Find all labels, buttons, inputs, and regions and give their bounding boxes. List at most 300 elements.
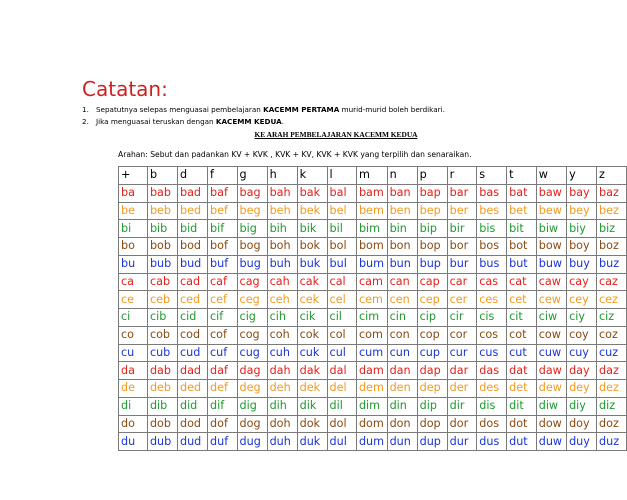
syllable-cell: cos (477, 326, 507, 344)
syllable-cell: bon (387, 238, 417, 256)
syllable-cell: day (567, 362, 597, 380)
syllable-cell: caw (536, 273, 566, 291)
syllable-cell: dad (177, 362, 207, 380)
syllable-cell: bus (477, 255, 507, 273)
syllable-cell: cuy (567, 344, 597, 362)
syllable-cell: cot (507, 326, 537, 344)
syllable-cell: ciz (597, 309, 627, 327)
syllable-cell: cug (237, 344, 267, 362)
syllable-cell: biz (597, 220, 627, 238)
syllable-cell: dub (147, 433, 177, 451)
syllable-cell: cof (208, 326, 238, 344)
syllable-row (119, 362, 627, 380)
syllable-cell: bow (536, 238, 566, 256)
syllable-cell: boy (567, 238, 597, 256)
consonant-header-cell: s (477, 167, 507, 185)
base-syllable-cell: be (119, 202, 148, 220)
syllable-cell: dog (237, 415, 267, 433)
syllable-row (119, 415, 627, 433)
syllable-cell: caz (597, 273, 627, 291)
syllable-cell: dar (447, 362, 477, 380)
syllable-cell: cid (177, 309, 207, 327)
syllable-cell: dum (356, 433, 387, 451)
syllable-cell: bih (267, 220, 297, 238)
syllable-cell: dik (297, 397, 327, 415)
syllable-cell: bib (147, 220, 177, 238)
syllable-cell: cuk (297, 344, 327, 362)
syllable-cell: duy (567, 433, 597, 451)
base-syllable-cell: co (119, 326, 148, 344)
note-text-end: murid-murid boleh berdikari. (339, 105, 445, 114)
syllable-cell: dew (536, 380, 566, 398)
syllable-cell: der (447, 380, 477, 398)
syllable-cell: coh (267, 326, 297, 344)
syllable-cell: bek (297, 202, 327, 220)
syllable-cell: bas (477, 184, 507, 202)
syllable-cell: buw (536, 255, 566, 273)
syllable-cell: beh (267, 202, 297, 220)
note-item (82, 104, 445, 116)
syllable-cell: dal (327, 362, 356, 380)
consonant-header-cell: k (297, 167, 327, 185)
syllable-row (119, 220, 627, 238)
syllable-cell: diy (567, 397, 597, 415)
syllable-cell: ded (177, 380, 207, 398)
syllable-cell: cup (417, 344, 447, 362)
syllable-cell: bew (536, 202, 566, 220)
syllable-cell: bid (177, 220, 207, 238)
syllable-cell: dof (208, 415, 238, 433)
syllable-cell: dak (297, 362, 327, 380)
syllable-cell: cum (356, 344, 387, 362)
syllable-cell: buh (267, 255, 297, 273)
syllable-cell: bif (208, 220, 238, 238)
syllable-cell: cuw (536, 344, 566, 362)
syllable-cell: bub (147, 255, 177, 273)
syllable-cell: cog (237, 326, 267, 344)
syllable-cell: coz (597, 326, 627, 344)
syllable-cell: dez (597, 380, 627, 398)
syllable-cell: dut (507, 433, 537, 451)
syllable-row (119, 255, 627, 273)
syllable-cell: dir (447, 397, 477, 415)
syllable-row (119, 380, 627, 398)
base-syllable-cell: bu (119, 255, 148, 273)
syllable-cell: dip (417, 397, 447, 415)
syllable-cell: dow (536, 415, 566, 433)
syllable-cell: cis (477, 309, 507, 327)
syllable-cell: cop (417, 326, 447, 344)
syllable-cell: cod (177, 326, 207, 344)
syllable-cell: bar (447, 184, 477, 202)
syllable-cell: bof (208, 238, 238, 256)
syllable-cell: diw (536, 397, 566, 415)
syllable-cell: dey (567, 380, 597, 398)
base-syllable-cell: cu (119, 344, 148, 362)
consonant-header-cell: n (387, 167, 417, 185)
syllable-cell: cah (267, 273, 297, 291)
syllable-cell: bem (356, 202, 387, 220)
syllable-cell: duz (597, 433, 627, 451)
syllable-cell: cet (507, 291, 537, 309)
syllable-cell: cas (477, 273, 507, 291)
syllable-cell: bik (297, 220, 327, 238)
syllable-cell: cab (147, 273, 177, 291)
syllable-cell: ciy (567, 309, 597, 327)
syllable-row (119, 326, 627, 344)
syllable-cell: cub (147, 344, 177, 362)
syllable-cell: bes (477, 202, 507, 220)
syllable-row (119, 309, 627, 327)
syllable-cell: cek (297, 291, 327, 309)
syllable-row (119, 344, 627, 362)
plus-cell: + (119, 167, 148, 185)
syllable-cell: deh (267, 380, 297, 398)
syllable-cell: cuf (208, 344, 238, 362)
syllable-cell: bis (477, 220, 507, 238)
syllable-cell: cus (477, 344, 507, 362)
syllable-cell: cib (147, 309, 177, 327)
syllable-cell: ced (177, 291, 207, 309)
syllable-cell: bal (327, 184, 356, 202)
syllable-cell: don (387, 415, 417, 433)
syllable-cell: def (208, 380, 238, 398)
base-syllable-cell: ca (119, 273, 148, 291)
syllable-cell: doz (597, 415, 627, 433)
syllable-cell: dit (507, 397, 537, 415)
syllable-row (119, 202, 627, 220)
syllable-cell: bul (327, 255, 356, 273)
consonant-header-cell: p (417, 167, 447, 185)
syllable-cell: bel (327, 202, 356, 220)
syllable-cell: bay (567, 184, 597, 202)
syllable-cell: beg (237, 202, 267, 220)
syllable-cell: cun (387, 344, 417, 362)
syllable-cell: cig (237, 309, 267, 327)
base-syllable-cell: ba (119, 184, 148, 202)
syllable-cell: daz (597, 362, 627, 380)
syllable-cell: bep (417, 202, 447, 220)
syllable-cell: dus (477, 433, 507, 451)
syllable-cell: cif (208, 309, 238, 327)
syllable-cell: dot (507, 415, 537, 433)
syllable-cell: but (507, 255, 537, 273)
syllable-cell: das (477, 362, 507, 380)
syllable-cell: dod (177, 415, 207, 433)
syllable-cell: bot (507, 238, 537, 256)
syllable-cell: dob (147, 415, 177, 433)
syllable-cell: cad (177, 273, 207, 291)
consonant-header-cell: y (567, 167, 597, 185)
syllable-cell: bak (297, 184, 327, 202)
syllable-cell: dup (417, 433, 447, 451)
syllable-cell: deg (237, 380, 267, 398)
syllable-cell: ceh (267, 291, 297, 309)
syllable-row (119, 273, 627, 291)
note-number: 2. (82, 117, 89, 126)
syllable-cell: duk (297, 433, 327, 451)
syllable-cell: cef (208, 291, 238, 309)
syllable-cell: dil (327, 397, 356, 415)
consonant-header-cell: r (447, 167, 477, 185)
syllable-cell: cuz (597, 344, 627, 362)
syllable-cell: din (387, 397, 417, 415)
syllable-cell: col (327, 326, 356, 344)
syllable-cell: cak (297, 273, 327, 291)
syllable-cell: cel (327, 291, 356, 309)
consonant-header-cell: t (507, 167, 537, 185)
syllable-cell: cim (356, 309, 387, 327)
syllable-cell: dom (356, 415, 387, 433)
syllable-cell: cil (327, 309, 356, 327)
syllable-cell: car (447, 273, 477, 291)
base-syllable-cell: ce (119, 291, 148, 309)
syllable-cell: bum (356, 255, 387, 273)
syllable-cell: cow (536, 326, 566, 344)
syllable-row (119, 238, 627, 256)
syllable-cell: cob (147, 326, 177, 344)
syllable-cell: ban (387, 184, 417, 202)
note-text-end: . (281, 117, 284, 126)
syllable-cell: cem (356, 291, 387, 309)
syllable-cell: bip (417, 220, 447, 238)
syllable-cell: dap (417, 362, 447, 380)
syllable-cell: bed (177, 202, 207, 220)
syllable-cell: cip (417, 309, 447, 327)
syllable-cell: bom (356, 238, 387, 256)
syllable-cell: duw (536, 433, 566, 451)
note-emphasis: KACEMM PERTAMA (263, 105, 340, 114)
syllable-cell: diz (597, 397, 627, 415)
syllable-cell: boh (267, 238, 297, 256)
consonant-header-cell: h (267, 167, 297, 185)
syllable-cell: cud (177, 344, 207, 362)
syllable-cell: cew (536, 291, 566, 309)
syllable-cell: cut (507, 344, 537, 362)
notes-list (82, 104, 445, 128)
syllable-cell: cap (417, 273, 447, 291)
syllable-cell: bey (567, 202, 597, 220)
syllable-cell: cul (327, 344, 356, 362)
syllable-table (118, 166, 627, 451)
note-item (82, 116, 445, 128)
base-syllable-cell: do (119, 415, 148, 433)
syllable-cell: bug (237, 255, 267, 273)
note-text: Sepatutnya selepas menguasai pembelajaran (96, 105, 264, 114)
syllable-cell: cer (447, 291, 477, 309)
syllable-cell: bur (447, 255, 477, 273)
syllable-cell: caf (208, 273, 238, 291)
syllable-cell: dek (297, 380, 327, 398)
syllable-cell: cam (356, 273, 387, 291)
syllable-cell: baw (536, 184, 566, 202)
syllable-cell: ciw (536, 309, 566, 327)
syllable-cell: cat (507, 273, 537, 291)
syllable-cell: baf (208, 184, 238, 202)
consonant-header-cell: m (356, 167, 387, 185)
syllable-cell: bap (417, 184, 447, 202)
syllable-cell: bob (147, 238, 177, 256)
syllable-cell: cen (387, 291, 417, 309)
consonant-header-cell: f (208, 167, 238, 185)
page-title: Catatan: (82, 77, 168, 101)
syllable-cell: did (177, 397, 207, 415)
syllable-cell: cih (267, 309, 297, 327)
note-emphasis: KACEMM KEDUA (215, 117, 282, 126)
syllable-cell: bir (447, 220, 477, 238)
consonant-header-cell: l (327, 167, 356, 185)
syllable-cell: cit (507, 309, 537, 327)
syllable-cell: biy (567, 220, 597, 238)
syllable-row (119, 397, 627, 415)
syllable-cell: bun (387, 255, 417, 273)
syllable-cell: dan (387, 362, 417, 380)
syllable-cell: bit (507, 220, 537, 238)
base-syllable-cell: di (119, 397, 148, 415)
syllable-cell: dol (327, 415, 356, 433)
syllable-cell: ceb (147, 291, 177, 309)
syllable-cell: dur (447, 433, 477, 451)
syllable-cell: dig (237, 397, 267, 415)
syllable-cell: bet (507, 202, 537, 220)
syllable-cell: bat (507, 184, 537, 202)
syllable-cell: dud (177, 433, 207, 451)
syllable-cell: cin (387, 309, 417, 327)
syllable-cell: del (327, 380, 356, 398)
syllable-cell: bez (597, 202, 627, 220)
syllable-cell: dep (417, 380, 447, 398)
syllable-cell: buk (297, 255, 327, 273)
syllable-cell: bab (147, 184, 177, 202)
base-syllable-cell: du (119, 433, 148, 451)
base-syllable-cell: bi (119, 220, 148, 238)
syllable-cell: bop (417, 238, 447, 256)
syllable-cell: dor (447, 415, 477, 433)
consonant-header-cell: w (536, 167, 566, 185)
header-row (119, 167, 627, 185)
syllable-cell: bog (237, 238, 267, 256)
syllable-cell: coy (567, 326, 597, 344)
syllable-cell: dem (356, 380, 387, 398)
syllable-cell: det (507, 380, 537, 398)
syllable-cell: bef (208, 202, 238, 220)
syllable-row (119, 433, 627, 451)
syllable-cell: big (237, 220, 267, 238)
syllable-cell: bah (267, 184, 297, 202)
syllable-cell: dam (356, 362, 387, 380)
syllable-cell: cor (447, 326, 477, 344)
syllable-cell: doy (567, 415, 597, 433)
syllable-cell: dop (417, 415, 447, 433)
syllable-cell: bim (356, 220, 387, 238)
syllable-cell: daw (536, 362, 566, 380)
syllable-row (119, 184, 627, 202)
syllable-cell: bag (237, 184, 267, 202)
syllable-cell: cuh (267, 344, 297, 362)
syllable-cell: cez (597, 291, 627, 309)
base-syllable-cell: bo (119, 238, 148, 256)
note-number: 1. (82, 105, 89, 114)
syllable-row (119, 291, 627, 309)
syllable-cell: bil (327, 220, 356, 238)
syllable-cell: dih (267, 397, 297, 415)
syllable-cell: dab (147, 362, 177, 380)
syllable-cell: ces (477, 291, 507, 309)
syllable-cell: cir (447, 309, 477, 327)
base-syllable-cell: de (119, 380, 148, 398)
note-text: Jika menguasai teruskan dengan (96, 117, 216, 126)
syllable-cell: daf (208, 362, 238, 380)
syllable-cell: dos (477, 415, 507, 433)
syllable-cell: bad (177, 184, 207, 202)
syllable-cell: den (387, 380, 417, 398)
syllable-cell: cag (237, 273, 267, 291)
syllable-cell: can (387, 273, 417, 291)
syllable-cell: baz (597, 184, 627, 202)
syllable-cell: doh (267, 415, 297, 433)
syllable-cell: dun (387, 433, 417, 451)
base-syllable-cell: ci (119, 309, 148, 327)
syllable-cell: dim (356, 397, 387, 415)
syllable-cell: buf (208, 255, 238, 273)
syllable-cell: duf (208, 433, 238, 451)
syllable-cell: buy (567, 255, 597, 273)
syllable-cell: ben (387, 202, 417, 220)
syllable-cell: deb (147, 380, 177, 398)
syllable-cell: bup (417, 255, 447, 273)
instruction-text: Arahan: Sebut dan padankan KV + KVK , KVK + KV, KVK + KVK yang terpilih dan senaraikan. (118, 150, 472, 159)
syllable-cell: bor (447, 238, 477, 256)
syllable-cell: bod (177, 238, 207, 256)
syllable-cell: con (387, 326, 417, 344)
syllable-cell: dag (237, 362, 267, 380)
consonant-header-cell: z (597, 167, 627, 185)
syllable-cell: dok (297, 415, 327, 433)
syllable-cell: bok (297, 238, 327, 256)
syllable-cell: ceg (237, 291, 267, 309)
syllable-cell: biw (536, 220, 566, 238)
syllable-cell: bam (356, 184, 387, 202)
syllable-cell: ber (447, 202, 477, 220)
consonant-header-cell: g (237, 167, 267, 185)
syllable-cell: dat (507, 362, 537, 380)
syllable-cell: dug (237, 433, 267, 451)
syllable-cell: cok (297, 326, 327, 344)
section-subheading: KE ARAH PEMBELAJARAN KACEMM KEDUA (254, 130, 418, 139)
base-syllable-cell: da (119, 362, 148, 380)
syllable-cell: dif (208, 397, 238, 415)
consonant-header-cell: b (147, 167, 177, 185)
consonant-header-cell: d (177, 167, 207, 185)
syllable-cell: duh (267, 433, 297, 451)
syllable-cell: dul (327, 433, 356, 451)
syllable-cell: dah (267, 362, 297, 380)
syllable-cell: cal (327, 273, 356, 291)
syllable-cell: boz (597, 238, 627, 256)
syllable-cell: cay (567, 273, 597, 291)
syllable-cell: des (477, 380, 507, 398)
syllable-cell: dib (147, 397, 177, 415)
syllable-cell: beb (147, 202, 177, 220)
syllable-cell: dis (477, 397, 507, 415)
syllable-cell: cik (297, 309, 327, 327)
syllable-cell: com (356, 326, 387, 344)
syllable-cell: bos (477, 238, 507, 256)
syllable-cell: cep (417, 291, 447, 309)
syllable-cell: bol (327, 238, 356, 256)
syllable-cell: bud (177, 255, 207, 273)
syllable-cell: bin (387, 220, 417, 238)
